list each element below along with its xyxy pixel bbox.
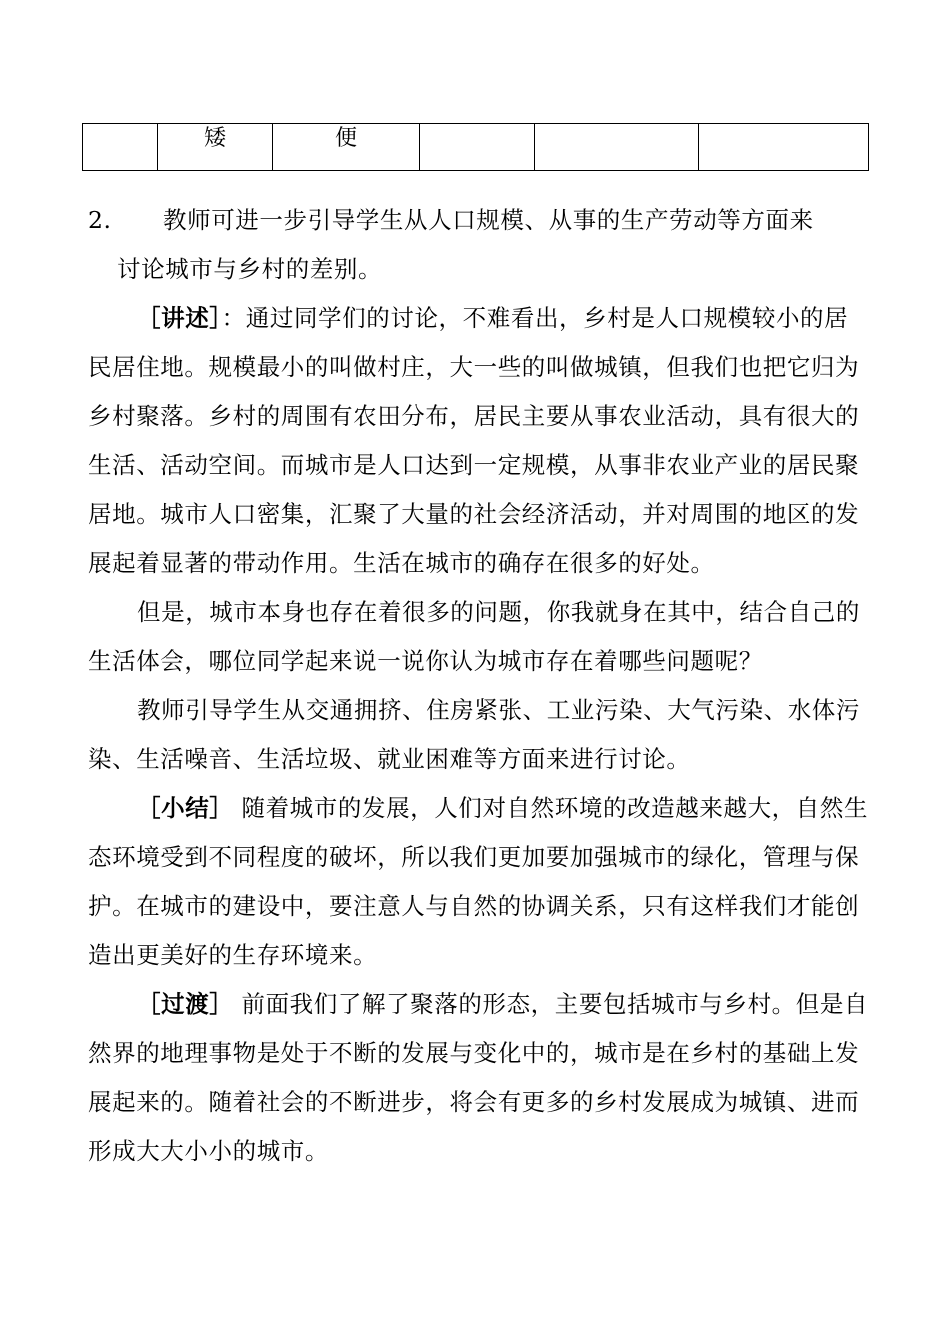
transition-tag: ［过渡］ <box>137 990 234 1018</box>
numbered-item-2 <box>88 196 870 245</box>
summary-paragraph <box>88 784 870 980</box>
guide-paragraph: 教师引导学生从交通拥挤、住房紧张、工业污染、大气污染、水体污染、生活噪音、生活垃圾、就业困难等方面来进行讨论。 <box>88 696 860 773</box>
table-cell: 矮 <box>158 124 273 171</box>
table-cell <box>535 124 699 171</box>
summary-tag: ［小结］ <box>137 794 234 822</box>
narrate-text: ：通过同学们的讨论，不难看出，乡村是人口规模较小的居民居住地。规模最小的叫做村庄，大一些的叫做城镇，但我们也把它归为乡村聚落。乡村的周围有农田分布，居民主要从事农业活动，具有很大的生活、活动空间。而城市是人口达到一定规模，从事非农业产业的居民聚居地。城市人口密集，汇聚了大量的社会经济活动，并对周围的地区的发展起着显著的带动作用。生活在城市的确存在很多的好处。 <box>88 304 860 577</box>
summary-text: 随着城市的发展，人们对自然环境的改造越来越大，自然生态环境受到不同程度的破坏，所以我们更加要加强城市的绿化，管理与保护。在城市的建设中，要注意人与自然的协调关系，只有这样我们才能创造出更美好的生存环境来。 <box>88 794 869 969</box>
item-text-line2: 讨论城市与乡村的差别。 <box>117 255 383 283</box>
narrate-tag: ［讲述］ <box>137 304 222 332</box>
body-text <box>88 196 870 1176</box>
comparison-table-fragment <box>82 123 869 171</box>
table-cell <box>420 124 535 171</box>
transition-paragraph <box>88 980 870 1176</box>
item-number: 2. <box>88 206 112 234</box>
table-cell <box>83 124 158 171</box>
table-row <box>83 124 869 171</box>
but-paragraph: 但是，城市本身也存在着很多的问题，你我就身在其中，结合自己的生活体会，哪位同学起来说一说你认为城市存在着哪些问题呢？ <box>88 598 860 675</box>
table-cell <box>699 124 869 171</box>
narrate-paragraph <box>88 294 870 588</box>
table-cell: 便 <box>273 124 420 171</box>
item-text-line1: 教师可进一步引导学生从人口规模、从事的生产劳动等方面来 <box>163 206 814 234</box>
transition-text: 前面我们了解了聚落的形态，主要包括城市与乡村。但是自然界的地理事物是处于不断的发展与变化中的，城市是在乡村的基础上发展起来的。随着社会的不断进步，将会有更多的乡村发展成为城镇、进而形成大大小小的城市。 <box>88 990 869 1165</box>
